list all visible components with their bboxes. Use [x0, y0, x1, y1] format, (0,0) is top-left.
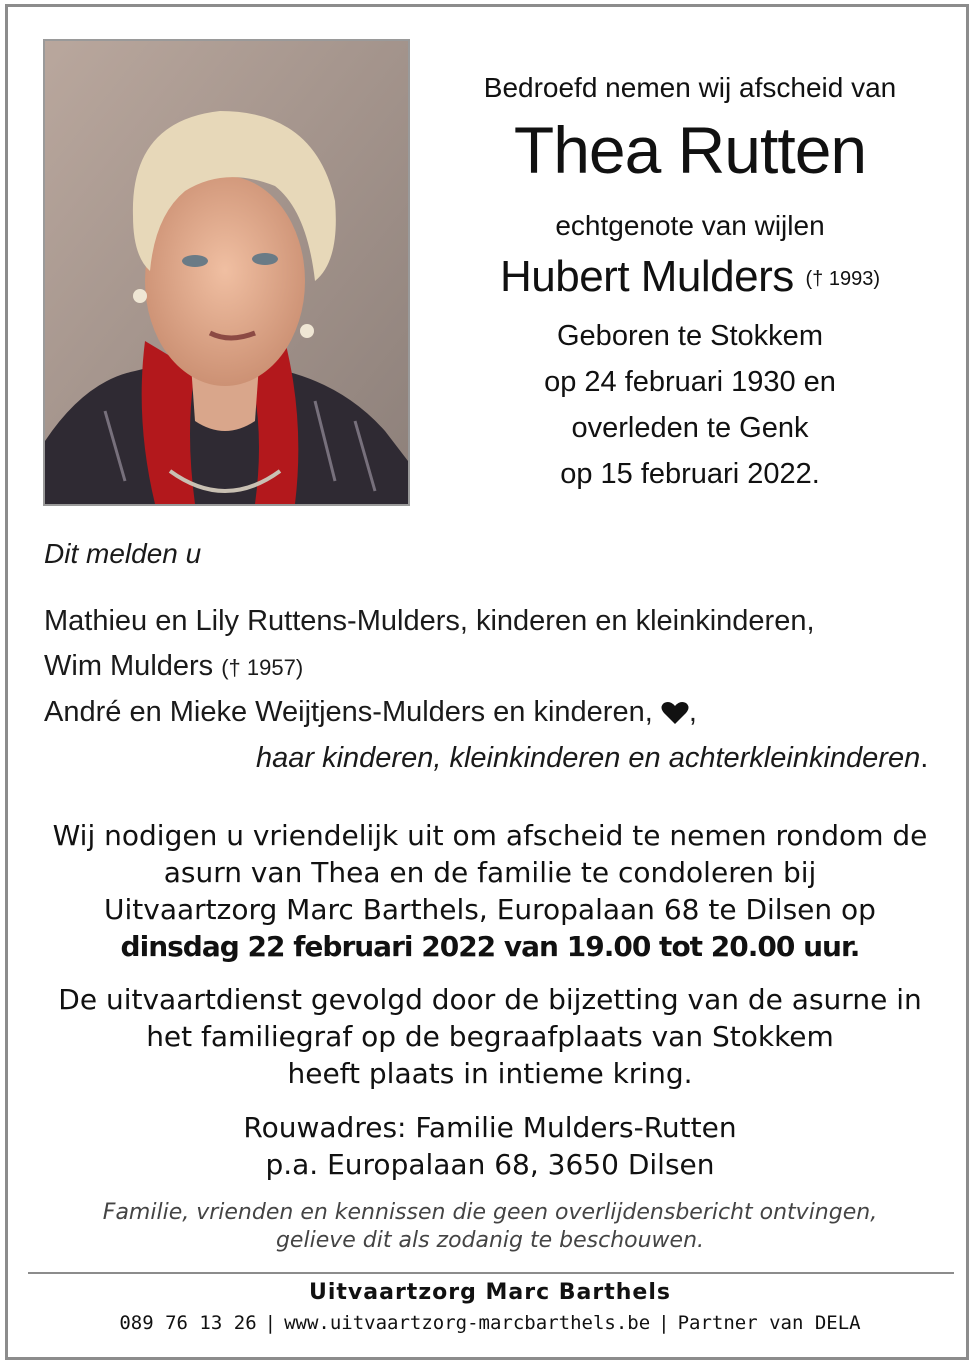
- portrait-photo: [43, 39, 410, 506]
- address-block: [20, 1109, 960, 1183]
- invitation-block: [20, 817, 960, 965]
- footer-contact: [0, 1312, 980, 1334]
- family-line-3-end: ,: [688, 696, 697, 728]
- spouse-name: Hubert Mulders: [499, 252, 794, 301]
- address-line-2: p.a. Europalaan 68, 3650 Dilsen: [265, 1148, 715, 1181]
- note-line-2: gelieve dit als zodanig te beschouwen.: [275, 1228, 705, 1253]
- born-place: Geboren te Stokkem: [557, 320, 823, 352]
- service-line-3: heeft plaats in intieme kring.: [287, 1057, 693, 1090]
- separator: |: [658, 1312, 670, 1334]
- separator: |: [264, 1312, 277, 1334]
- footer-divider: [28, 1272, 954, 1274]
- died-date: op 15 februari 2022.: [560, 458, 820, 490]
- invite-line-2: asurn van Thea en de familie te condoleren bij: [163, 856, 817, 889]
- spouse-intro: echtgenote van wijlen: [555, 210, 825, 241]
- website-link[interactable]: www.uitvaartzorg-marcbarthels.be: [284, 1312, 651, 1334]
- family-member-death: († 1957): [221, 655, 304, 680]
- invite-line-3: Uitvaartzorg Marc Barthels, Europalaan 68 te Dilsen op: [104, 893, 876, 926]
- died-place: overleden te Genk: [571, 412, 809, 444]
- spouse-death-year: († 1993): [805, 267, 880, 290]
- partner-text: Partner van DELA: [677, 1312, 861, 1334]
- invite-line-1: Wij nodigen u vriendelijk uit om afscheid te nemen rondom de: [52, 819, 928, 852]
- service-block: [20, 981, 960, 1092]
- intro-text: Bedroefd nemen wij afscheid van: [483, 72, 897, 103]
- family-line-1: Mathieu en Lily Ruttens-Mulders, kinderen en kleinkinderen,: [44, 605, 815, 637]
- phone-number: 089 76 13 26: [119, 1312, 257, 1334]
- family-line-4: [256, 742, 928, 775]
- funeral-home-name: Uitvaartzorg Marc Barthels: [309, 1280, 671, 1305]
- spouse-line: [430, 252, 950, 302]
- family-line-3-text: André en Mieke Weijtjens-Mulders en kinderen,: [44, 696, 653, 728]
- family-member-name: Wim Mulders: [44, 650, 214, 682]
- service-line-2: het familiegraf op de begraafplaats van Stokkem: [146, 1020, 834, 1053]
- family-line-4-end: .: [920, 742, 929, 774]
- address-line-1: Rouwadres: Familie Mulders-Rutten: [243, 1111, 737, 1144]
- announce-intro: Dit melden u: [44, 538, 202, 569]
- note-block: [20, 1199, 960, 1255]
- service-line-1: De uitvaartdienst gevolgd door de bijzetting van de asurne in: [58, 983, 922, 1016]
- invite-date-time: dinsdag 22 februari 2022 van 19.00 tot 20.00 uur.: [120, 930, 860, 963]
- deceased-name: Thea Rutten: [513, 113, 867, 187]
- family-line-4-text: haar kinderen, kleinkinderen en achterkleinkinderen: [256, 742, 921, 774]
- note-line-1: Familie, vrienden en kennissen die geen overlijdensbericht ontvingen,: [102, 1200, 878, 1225]
- heart-icon: [661, 701, 689, 725]
- born-date: op 24 februari 1930 en: [544, 366, 836, 398]
- family-line-2: [44, 650, 303, 683]
- family-line-3: [44, 696, 697, 729]
